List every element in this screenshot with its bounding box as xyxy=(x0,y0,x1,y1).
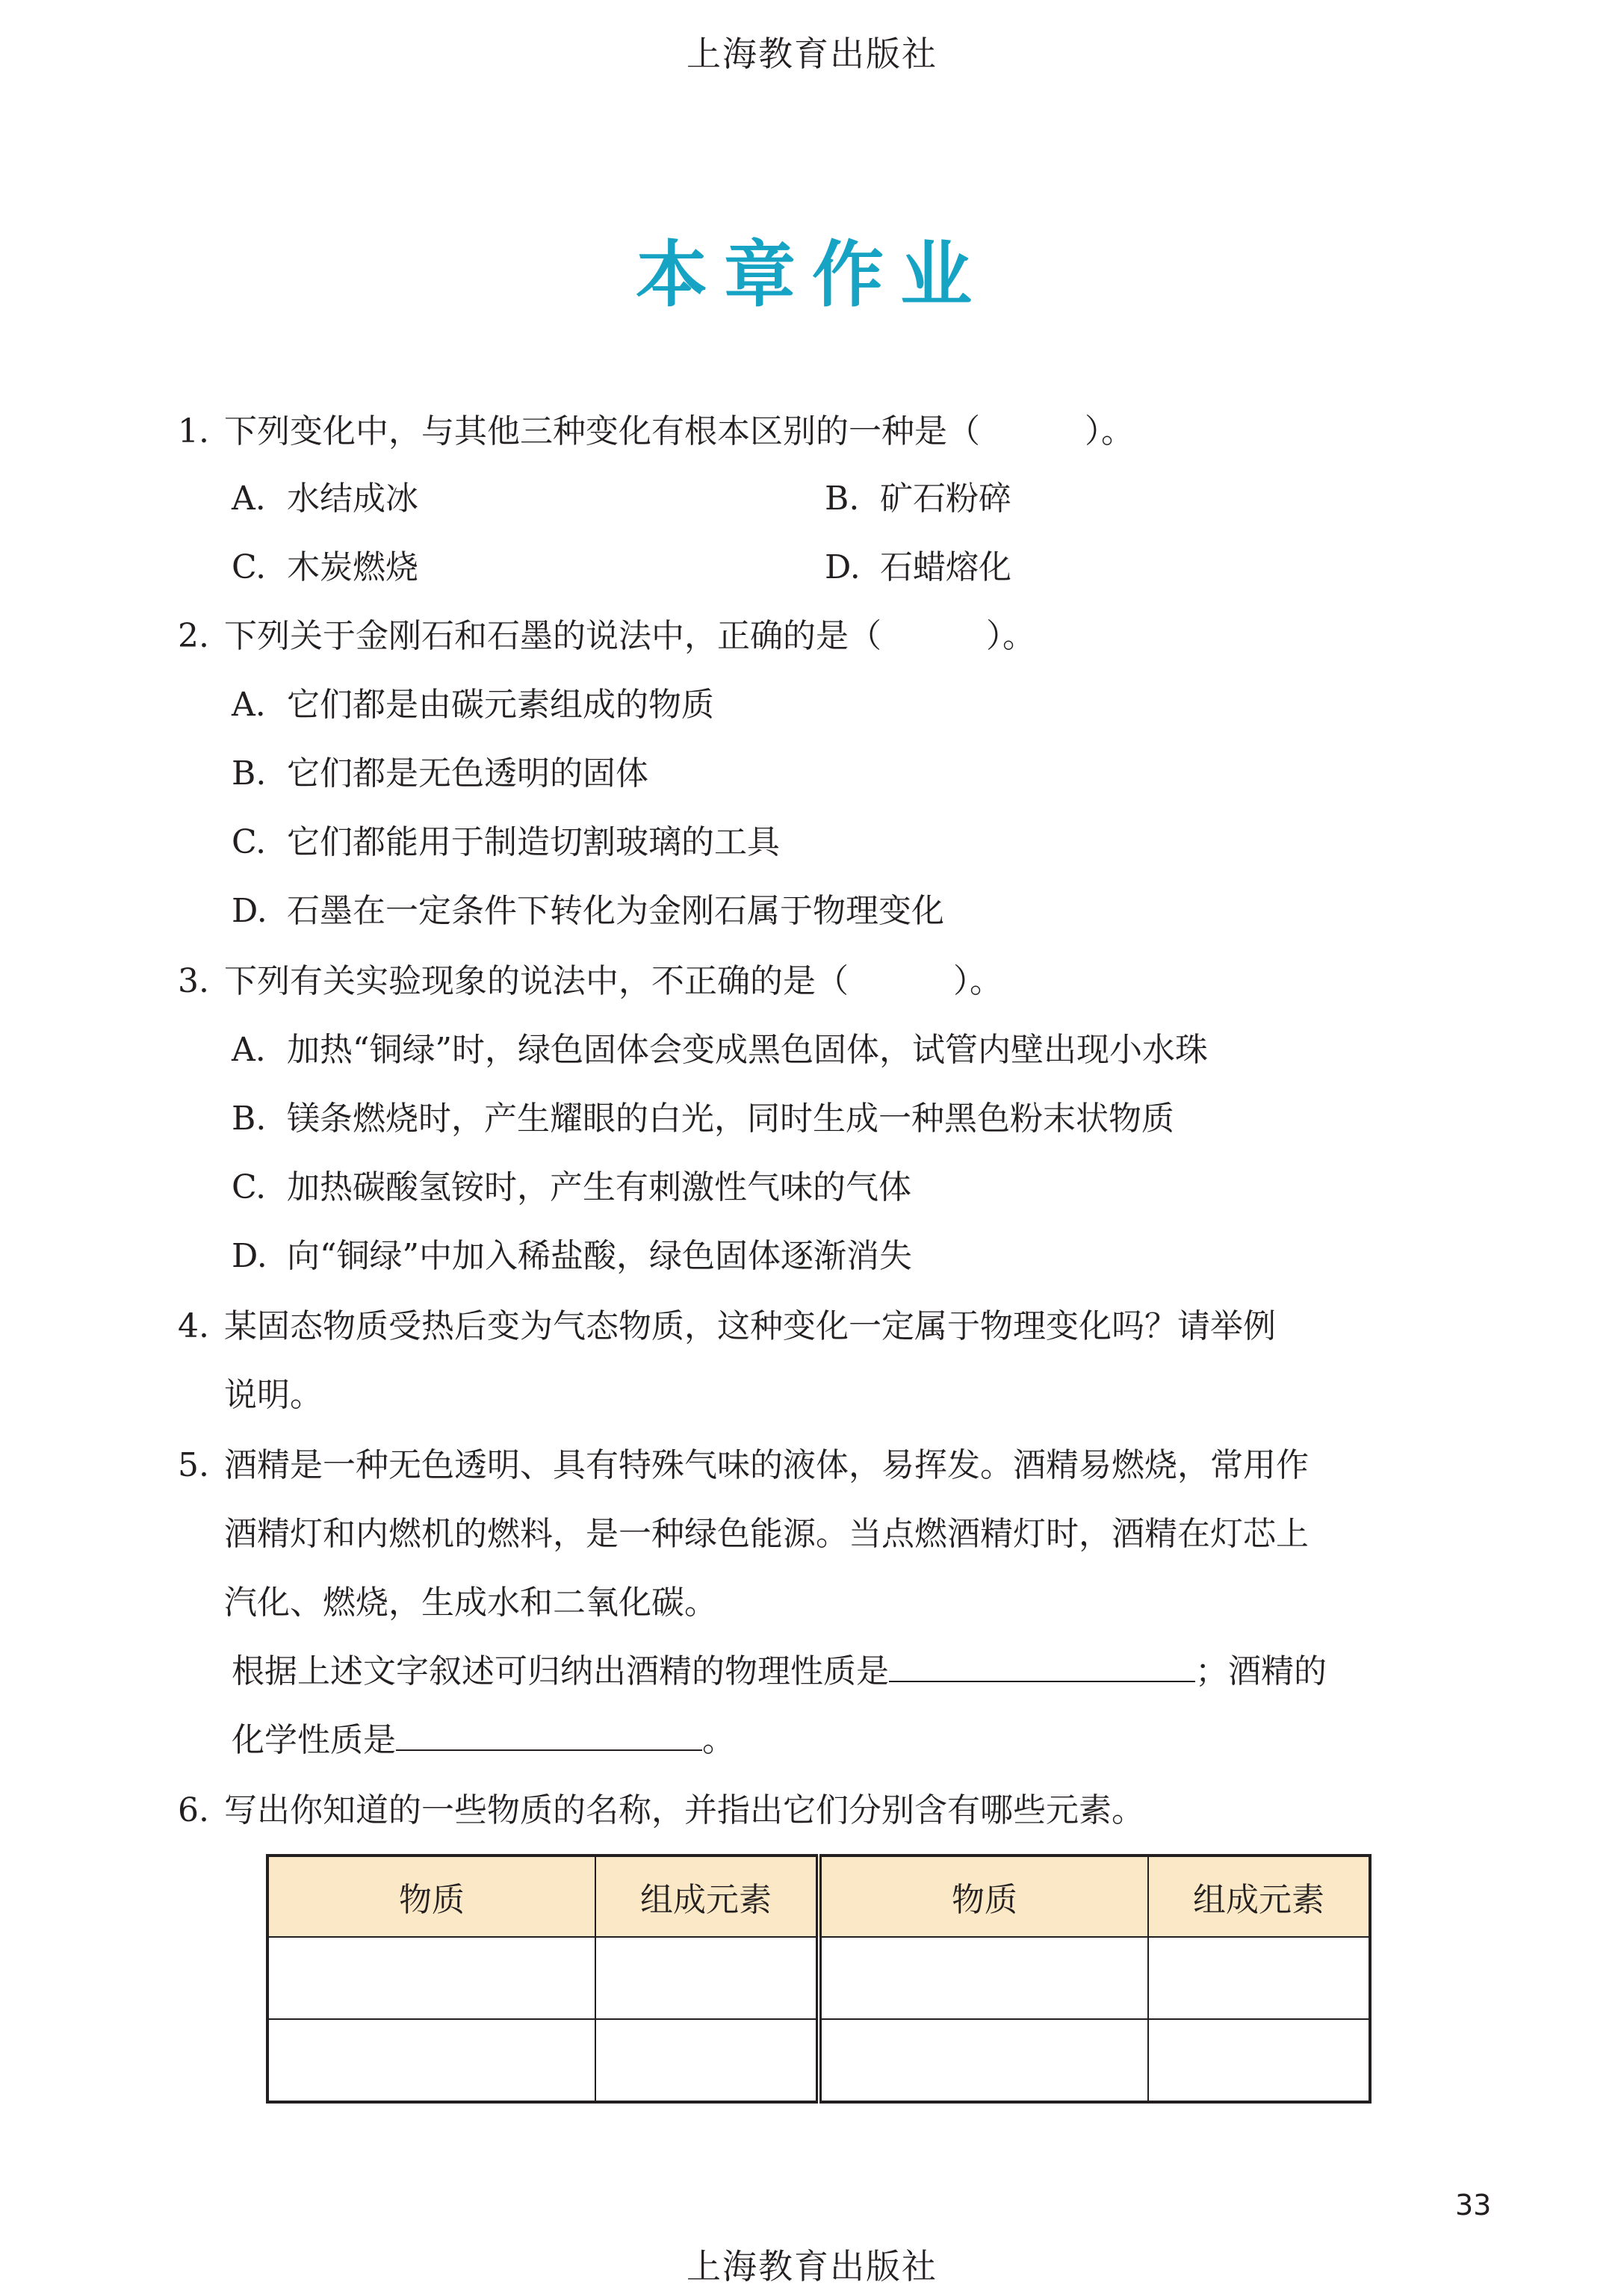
question-5-line-1: 酒精是一种无色透明、具有特殊气味的液体，易挥发。酒精易燃烧，常用作 xyxy=(224,1446,1309,1484)
question-6-text: 写出你知道的一些物质的名称，并指出它们分别含有哪些元素。 xyxy=(224,1791,1144,1829)
table-row xyxy=(267,2019,1370,2102)
question-3-option-c: C. 加热碳酸氢铵时，产生有刺激性气味的气体 xyxy=(232,1168,911,1206)
table-cell[interactable] xyxy=(1148,2019,1370,2102)
table-header-substance: 物质 xyxy=(819,1856,1148,1937)
question-1-option-d: D. 石蜡熔化 xyxy=(825,548,1011,586)
question-1-text: 下列变化中，与其他三种变化有根本区别的一种是（ ）。 xyxy=(224,412,1134,450)
table-row xyxy=(267,1937,1370,2019)
substance-elements-table xyxy=(266,1854,1372,2104)
table-header-elements: 组成元素 xyxy=(595,1856,819,1937)
table-cell[interactable] xyxy=(267,2019,595,2102)
table-cell[interactable] xyxy=(1148,1937,1370,2019)
question-5-line-2: 酒精灯和内燃机的燃料，是一种绿色能源。当点燃酒精灯时，酒精在灯芯上 xyxy=(224,1515,1309,1553)
table-cell[interactable] xyxy=(819,1937,1148,2019)
question-number: 3. xyxy=(178,962,209,1000)
question-number: 4. xyxy=(178,1307,209,1345)
question-1-option-a: A. 水结成冰 xyxy=(232,480,418,518)
table-header-substance: 物质 xyxy=(267,1856,595,1937)
publisher-header: 上海教育出版社 xyxy=(687,34,937,74)
question-5-fill-2: 化学性质是 。 xyxy=(232,1721,735,1759)
question-2-option-a: A. 它们都是由碳元素组成的物质 xyxy=(232,686,714,724)
question-4-line-2: 说明。 xyxy=(224,1376,323,1414)
physical-property-blank[interactable] xyxy=(889,1651,1195,1682)
question-2-text: 下列关于金刚石和石墨的说法中，正确的是（ ）。 xyxy=(224,617,1035,655)
question-4-line-1: 某固态物质受热后变为气态物质，这种变化一定属于物理变化吗？请举例 xyxy=(224,1307,1276,1345)
question-3-option-d: D. 向“铜绿”中加入稀盐酸，绿色固体逐渐消失 xyxy=(232,1237,912,1275)
question-number: 5. xyxy=(178,1446,209,1484)
question-1-option-b: B. 矿石粉碎 xyxy=(825,480,1011,518)
question-2-option-c: C. 它们都能用于制造切割玻璃的工具 xyxy=(232,823,780,861)
question-2-option-d: D. 石墨在一定条件下转化为金刚石属于物理变化 xyxy=(232,892,944,930)
table-cell[interactable] xyxy=(595,2019,819,2102)
table-cell[interactable] xyxy=(595,1937,819,2019)
publisher-footer: 上海教育出版社 xyxy=(687,2246,937,2287)
question-3-text: 下列有关实验现象的说法中，不正确的是（ ）。 xyxy=(224,962,1002,1000)
page-number: 33 xyxy=(1455,2189,1492,2222)
table-header-row xyxy=(267,1856,1370,1937)
question-number: 2. xyxy=(178,617,209,655)
question-3-option-b: B. 镁条燃烧时，产生耀眼的白光，同时生成一种黑色粉末状物质 xyxy=(232,1100,1174,1138)
table-cell[interactable] xyxy=(819,2019,1148,2102)
question-number: 6. xyxy=(178,1791,209,1829)
question-5-line-3: 汽化、燃烧，生成水和二氧化碳。 xyxy=(224,1584,717,1622)
chapter-title: 本章作业 xyxy=(636,233,988,317)
question-3-option-a: A. 加热“铜绿”时，绿色固体会变成黑色固体，试管内壁出现小水珠 xyxy=(232,1031,1208,1069)
question-5-fill-1: 根据上述文字叙述可归纳出酒精的物理性质是 ；酒精的 xyxy=(232,1652,1327,1690)
question-1-option-c: C. 木炭燃烧 xyxy=(232,548,418,586)
table-cell[interactable] xyxy=(267,1937,595,2019)
chemical-property-blank[interactable] xyxy=(396,1720,702,1751)
question-2-option-b: B. 它们都是无色透明的固体 xyxy=(232,754,648,793)
question-number: 1. xyxy=(178,412,209,450)
table-header-elements: 组成元素 xyxy=(1148,1856,1370,1937)
